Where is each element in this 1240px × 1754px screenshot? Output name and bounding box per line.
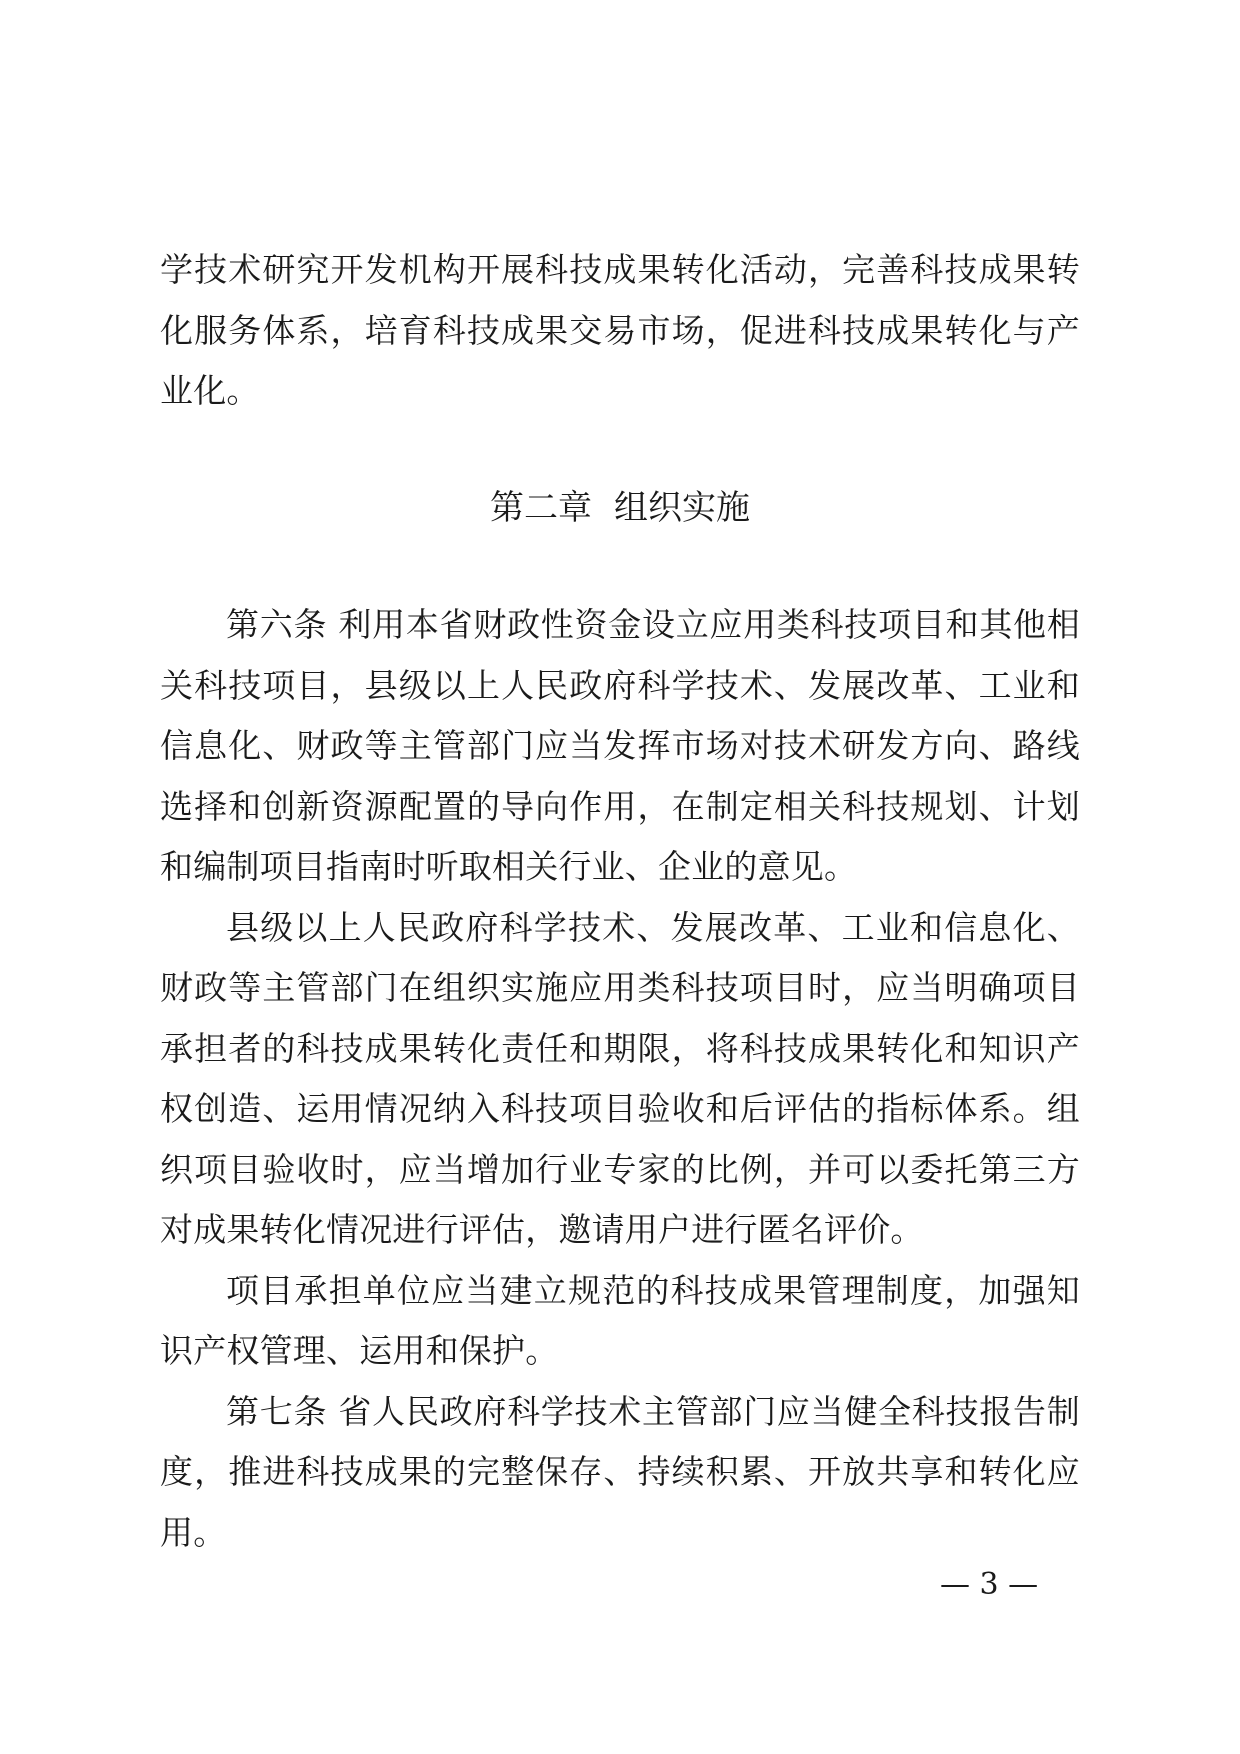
paragraph-project-management: 项目承担单位应当建立规范的科技成果管理制度，加强知识产权管理、运用和保护。 [160,1270,1080,1370]
paragraph-article-6: 第六条 利用本省财政性资金设立应用类科技项目和其他相关科技项目，县级以上人民政府科学技术、发展改革、工业和信息化、财政等主管部门应当发挥市场对技术研发方向、路线选择和创新资源配置的导向作用，在制定相关科技规划、计划和编制项目指南时听取相关行业、企业的意见。 [160,605,1080,886]
paragraph-article-7: 第七条 省人民政府科学技术主管部门应当健全科技报告制度，推进科技成果的完整保存、持续积累、开放共享和转化应用。 [160,1391,1080,1552]
continuation-paragraph: 学技术研究开发机构开展科技成果转化活动，完善科技成果转化服务体系，培育科技成果交易市场，促进科技成果转化与产业化。 [160,250,1080,410]
page-number: — 3 — [940,1567,1039,1602]
chapter-number: 第二章 [490,488,592,528]
body-text [160,595,1080,1563]
chapter-heading [0,478,1240,538]
paragraph-project-implementation: 县级以上人民政府科学技术、发展改革、工业和信息化、财政等主管部门在组织实施应用类科技项目时，应当明确项目承担者的科技成果转化责任和期限，将科技成果转化和知识产权创造、运用情况纳入科技项目验收和后评估的指标体系。组织项目验收时，应当增加行业专家的比例，并可以委托第三方对成果转化情况进行评估，邀请用户进行匿名评价。 [160,907,1080,1249]
continuation-text [160,240,1080,422]
chapter-title: 组织实施 [614,488,750,528]
